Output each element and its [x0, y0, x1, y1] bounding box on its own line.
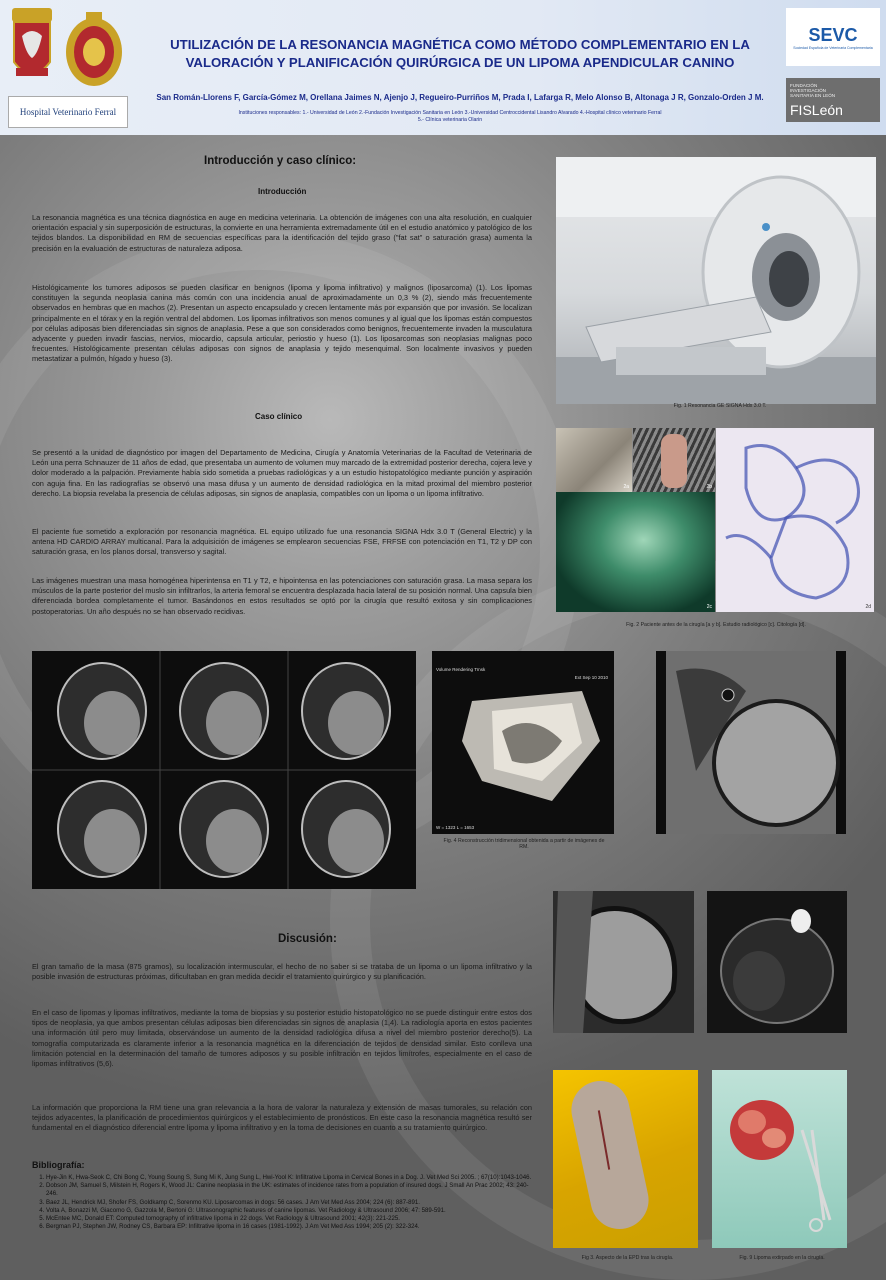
radiograph-2c	[556, 492, 715, 612]
case-paragraph-3: Las imágenes muestran una masa homogénea hiperintensa en T1 y T2, e hipointensa en las potenciaciones con saturación grasa. La masa separa los músculos de la parte posterior del muslo sin infiltrarlos, la arteria femoral se encuentra desplazada hacia lateral de su posición normal. Una capsula bien diferenciada bordea completamente el tumor. Basándonos en estos resultados se optó por la cirugía que resultó exitosa y sin complicaciones postoperatorias. Un año después no se han observado recidivas.	[32, 576, 532, 616]
fisleon-logo	[786, 78, 880, 122]
fig4-caption: Fig. 4 Reconstrucción tridimensional obtenida a partir de imágenes de RM.	[443, 838, 605, 850]
bibliography-item: 4. Volta A, Bonazzi M, Giacomo G, Gazzola M, Bertoni G: Ultrasonographic features of canine lipomas. Vet Radiology & Ultrasound 2006; 47: 589-591.	[46, 1207, 532, 1215]
discussion-paragraph-2: En el caso de lipomas y lipomas infiltrativos, mediante la toma de biopsias y su posterior estudio histopatológico no se puede distinguir entre estos dos tipos de neoplasia, ya que ambos presentan células adiposas bien diferenciadas sin signos de anaplasia (1,4). La radiología aporta en estos pacientes una información útil pero muy limitada, observándose un aumento de la densidad radiológica difusa a nivel del miembro posterior derecho(5). La tomografía computarizada es claramente inferior a la resonancia magnética en la diferenciación de tejidos de densidad similar. Esto conlleva una limitación potencial en la determinación del tamaño de tumores adiposos y su posible infiltración en tejidos limítrofes, especialmente en el caso de lipomas infiltrativos (5,6).	[32, 1008, 532, 1069]
fig2b-label: 2b	[706, 484, 712, 490]
fig2a-label: 2a	[623, 484, 629, 490]
sevc-logo-text: SEVC	[808, 24, 858, 45]
bibliography-item: 5. McEntee MC, Donald ET: Computed tomography of infiltrative lipoma in 22 dogs. Vet Radiology & Ultrasound 2001; 42(3): 221-225.	[46, 1215, 532, 1223]
fig9-caption: Fig. 9 Lipoma extirpado en la cirugía.	[739, 1255, 825, 1261]
intro-section-title: Introducción y caso clínico:	[204, 155, 357, 167]
mri-sagittal-large	[656, 651, 846, 834]
sevc-logo	[786, 8, 880, 66]
bibliography-item: 1. Hye-Jin K, Hwa-Seok C, Chi Bong C, Young Soung S, Sung Mi K, Jung Sung L, Hwi-Yool K: Infiltrative Lipoma in Cervical Bones in a Dog. J. Vet Med Sci 2005. ; 67(10):1043-1046.	[46, 1174, 532, 1182]
institutions-line-2: 5.- Clínica veterinaria Olarin	[417, 117, 483, 123]
fig8-caption: Fig 3. Aspecto de la EPD tras la cirugía.	[581, 1255, 674, 1261]
patient-photo-2a	[556, 428, 632, 492]
3d-bottom-text: W = 1323 L = 1653	[436, 825, 475, 830]
mri-series-grid	[32, 651, 416, 889]
fig1-caption: Fig. 1 Resonancia GE SIGNA Hdx 3.0 T.	[673, 403, 767, 409]
intro-paragraph-2: Histológicamente los tumores adiposos se pueden clasificar en benignos (lipoma y lipoma infiltrativo) y malignos (liposarcoma) (1). Los lipomas constituyen la segunda neoplasia canina más común con una incidencia anual de aproximadamente un 0,3 % (2), siendo más frecuentemente observados en hembras que en machos (2). Presentan un aspecto encapsulado y crecen lentamente más por expansión que por invasión. Se localizan principalmente en el tórax y en la región ventral del abdomen. Los lipomas infiltrativos son menos comunes y al igual que los lipomas están compuestos por células adiposas bien diferenciadas sin signos de anaplasia. Pese a que son considerados como benignos, frecuentemente invaden la musculatura adyacente y pueden invadir fascias, nervios, miocardio, capsula articular, periostio y hueso (1). Los liposarcomas son neoplasias malignas poco frecuentes. Histológicamente presentan células adiposas con signos de anaplasia y tejido mesenquimal. Son localmente invasivos y pueden metastatizar a pulmón, hígado y hueso (3).	[32, 283, 532, 364]
discussion-paragraph-3: La información que proporciona la RM tiene una gran relevancia a la hora de valorar la naturaleza y extensión de masas tumorales, su relación con tejidos adyacentes, la planificación de procedimientos quirúrgicos y el establecimiento de pronósticos. En este caso la resonancia magnética resultó ser fundamental en el diagnóstico diferencial entre lipoma y lipoma infiltrativo y en la toma de decisiones en cuanto a su tratamiento quirúrgico.	[32, 1103, 532, 1133]
fisleon-text: FISLeón	[790, 101, 843, 118]
title-line-1: UTILIZACIÓN DE LA RESONANCIA MAGNÉTICA COMO MÉTODO COMPLEMENTARIO EN LA	[170, 37, 750, 52]
mri-3d-reconstruction	[432, 651, 614, 834]
fig2-caption: Fig. 2 Paciente antes de la cirugía [a y b]. Estudio radiológico [c]. Citología [d].	[626, 622, 806, 628]
fig2c-label: 2c	[706, 604, 712, 610]
fisleon-top-text: FUNDACIÓN INVESTIGACIÓN SANITARIA EN LEÓN	[790, 82, 836, 98]
sevc-logo-sub: Sociedad Española de Veterinaria Complementaria	[793, 45, 873, 50]
discussion-paragraph-1: El gran tamaño de la masa (875 gramos), su localización intermuscular, el hecho de no saber si se trataba de un lipoma o un lipoma infiltrativo y la posible invasión de estructuras próximas, dificultaban en gran medida decidir el tratamiento quirúrgico y su planificación.	[32, 962, 532, 982]
cytology-2d	[716, 428, 874, 612]
bibliography-list	[32, 1174, 532, 1231]
institutions-line-1: Instituciones responsables: 1.- Universidad de León 2.-Fundación Investigación Sanitaria en León 3.-Universidad Centroccidental Lisandro Alvarado 4.-Hospital clínico veterinario Ferral	[238, 110, 662, 116]
title-line-2: VALORACIÓN Y PLANIFICACIÓN QUIRÚRGICA DE UN LIPOMA APENDICULAR CANINO	[185, 55, 735, 70]
authors: San Román-Llorens F, García-Gómez M, Orellana Jaimes N, Ajenjo J, Regueiro-Purriños M, Prada I, Lafarga R, Melo Alonso B, Altonaga J R, Gonzalo-Orden J M.	[156, 93, 764, 102]
institutions	[170, 110, 730, 124]
uni-leon-logo	[8, 6, 56, 90]
mri-scanner-photo	[556, 157, 876, 404]
bibliography-item: 2. Dobson JM, Samuel S, Milstein H, Rogers K, Wood JL: Canine neoplasia in the UK: estimates of incidence rates from a population of insured dogs. J Small An Prac 2002; 43: 240-246.	[46, 1182, 532, 1198]
veterinary-faculty-seal	[62, 10, 126, 90]
mri-sagittal-left	[553, 891, 694, 1033]
case-paragraph-1: Se presentó a la unidad de diagnóstico por imagen del Departamento de Medicina, Cirugía y Anatomía Veterinarias de la Facultad de Veterinaria de León una perra Schnauzer de 11 años de edad, que presentaba un aumento de volumen muy marcado de la extremidad posterior derecha, cojera leve y dolor moderado a la palpación. Previamente había sido sometida a pruebas radiológicas y a un estudio histopatológico mediante punción y aspiración con aguja fina. En las radiografías se observó una masa difusa y un aumento de densidad radiológica en la mitad proximal del miembro posterior derecho. La biopsia revelaba la presencia de células adiposas, sin signos de anaplasia, compatibles con un lipoma o un lipoma infiltrativo.	[32, 448, 532, 498]
bibliography-title: Bibliografía:	[32, 1160, 85, 1170]
excised-lipoma-photo	[712, 1070, 847, 1248]
hospital-logo-text: Hospital Veterinario Ferral	[19, 107, 117, 117]
poster-title	[140, 36, 780, 72]
bibliography-item: 3. Baez JL, Hendrick MJ, Shofer FS, Goldkamp C, Sorenmo KU. Liposarcomas in dogs: 56 cases. J Am Vet Med Ass 2004; 224 (6): 887-891.	[46, 1199, 532, 1207]
discussion-title: Discusión:	[278, 933, 337, 945]
fig2d-label: 2d	[865, 604, 871, 610]
3d-header-text: Volume Rendering Trnsk	[436, 667, 486, 672]
3d-date-text: Ext Sep 10 2010	[574, 675, 608, 680]
post-surgery-photo	[553, 1070, 698, 1248]
bibliography-item: 6. Bergman PJ, Stephen JW, Rodney CS, Barbara EP: Infiltrative lipoma in 16 cases (1981-1992). J Am Vet Med Ass 1994; 205 (2): 322-324.	[46, 1223, 532, 1231]
mri-transverse-right	[707, 891, 847, 1033]
case-paragraph-2: El paciente fue sometido a exploración por resonancia magnética. EL equipo utilizado fue una resonancia SIGNA Hdx 3.0 T (General Electric) y la antena HD CARDIO ARRAY multicanal. Para la adquisición de imágenes se emplearon secuencias FSE, FRFSE con potenciación en T1, T2 y DP con saturación grasa, en los planos dorsal, transverso y sagital.	[32, 527, 532, 557]
poster-header	[0, 0, 886, 135]
patient-photo-2b	[633, 428, 715, 492]
intro-paragraph-1: La resonancia magnética es una técnica diagnóstica en auge en medicina veterinaria. La obtención de imágenes con una alta resolución, en cualquier orientación espacial y sin superposición de estructuras, la convierte en una herramienta extremadamente útil en el estudio anatómico y patológico de los tejidos blandos. La disponibilidad en RM de secuencias específicas para la identificación del tejido graso ("fat sat" o saturación grasa) aumenta la precisión en la evaluación de estructuras de naturaleza adiposa.	[32, 213, 532, 253]
intro-subtitle: Introducción	[258, 187, 307, 196]
hospital-ferral-logo	[8, 96, 128, 128]
case-subtitle: Caso clínico	[255, 412, 303, 421]
